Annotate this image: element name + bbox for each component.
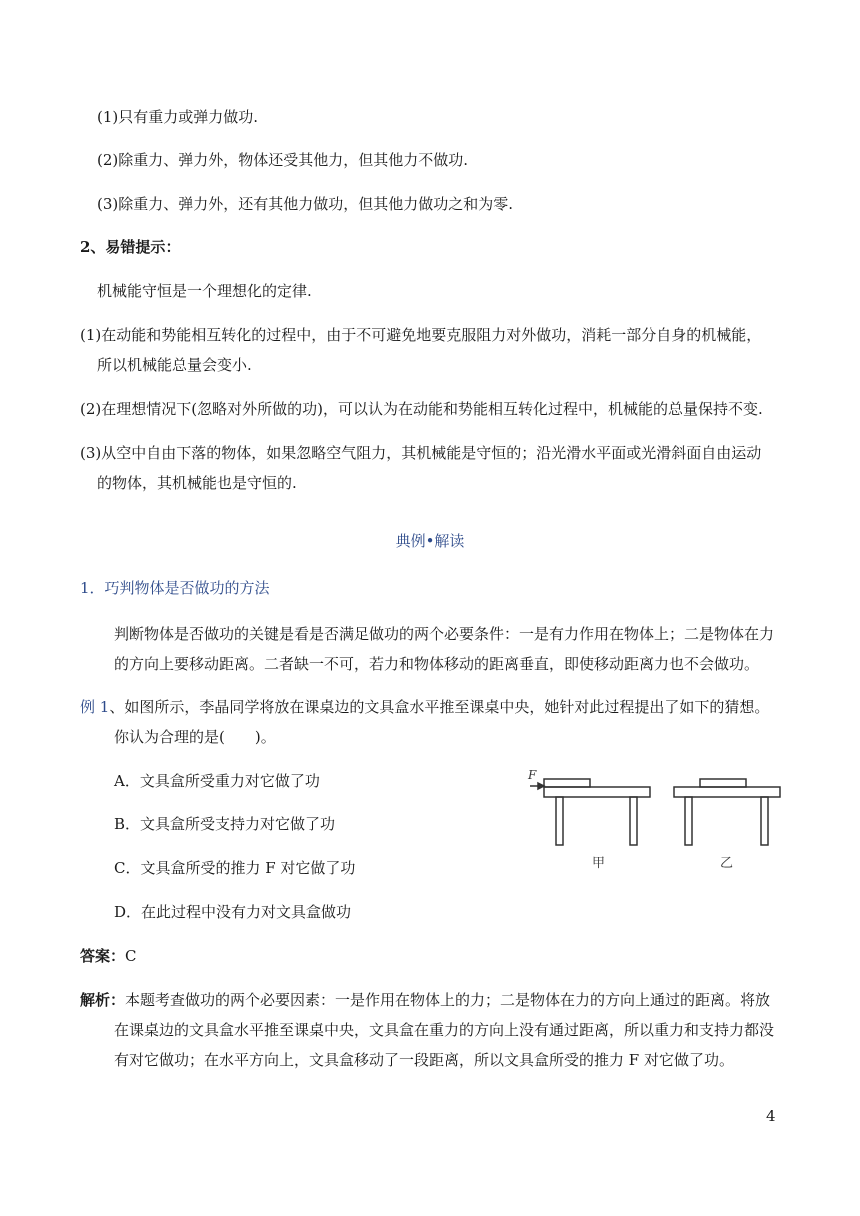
desk-top-right bbox=[674, 787, 780, 797]
option-b: B．文具盒所受支持力对它做了功 bbox=[114, 815, 336, 833]
desk-top-left bbox=[544, 787, 650, 797]
caption-left: 甲 bbox=[592, 856, 606, 870]
analysis-label: 解析 bbox=[80, 991, 111, 1009]
example-1-line-2: 你认为合理的是( )。 bbox=[114, 728, 276, 746]
analysis-colon: ： bbox=[110, 991, 126, 1009]
method-line-1: 判断物体是否做功的关键是看是否满足做功的两个必要条件：一是有力作用在物体上；二是物体在力 bbox=[114, 625, 775, 643]
example-1-line-1: 、如图所示，李晶同学将放在课桌边的文具盒水平推至课桌中央，她针对此过程提出了如下的猜想。 bbox=[109, 698, 770, 716]
method-line-2: 的方向上要移动距离。二者缺一不可，若力和物体移动的距离垂直，即使移动距离力也不会做功。 bbox=[114, 655, 760, 673]
tip-3-line-2: 的物体，其机械能也是守恒的. bbox=[97, 474, 297, 492]
page-number: 4 bbox=[766, 1107, 776, 1125]
answer-colon: ： bbox=[110, 947, 126, 965]
desk-leg-left-1 bbox=[556, 797, 563, 845]
analysis-line-3: 有对它做功；在水平方向上，文具盒移动了一段距离，所以文具盒所受的推力 F 对它做了功。 bbox=[114, 1051, 734, 1069]
condition-item-3: (3)除重力、弹力外，还有其他力做功，但其他力做功之和为零. bbox=[97, 195, 514, 213]
analysis-line-1-wrap bbox=[80, 990, 770, 1010]
answer-label: 答案 bbox=[80, 947, 111, 965]
desk-right bbox=[674, 779, 780, 845]
tip-1-line-1: (1)在动能和势能相互转化的过程中，由于不可避免地要克服阻力对外做功，消耗一部分自身的机械能， bbox=[80, 326, 762, 344]
method-heading: 1．巧判物体是否做功的方法 bbox=[80, 579, 270, 597]
example-1-stem bbox=[80, 697, 769, 717]
analysis-line-2: 在课桌边的文具盒水平推至课桌中央，文具盒在重力的方向上没有通过距离，所以重力和支持力都没 bbox=[114, 1021, 775, 1039]
tips-heading: 2、易错提示： bbox=[80, 238, 181, 256]
force-arrow-head bbox=[538, 783, 544, 789]
force-label: F bbox=[528, 768, 537, 782]
desk-leg-left-2 bbox=[630, 797, 637, 845]
section-title: 典例•解读 bbox=[395, 532, 465, 550]
tips-intro: 机械能守恒是一个理想化的定律. bbox=[97, 282, 312, 300]
answer-line bbox=[80, 946, 137, 966]
option-c: C．文具盒所受的推力 F 对它做了功 bbox=[114, 859, 356, 877]
desk-figure bbox=[524, 766, 784, 870]
example-label: 例 1 bbox=[80, 698, 110, 716]
tip-3-line-1: (3)从空中自由下落的物体，如果忽略空气阻力，其机械能是守恒的；沿光滑水平面或光滑斜面自由运动 bbox=[80, 444, 762, 462]
pencil-box-right bbox=[700, 779, 746, 787]
pencil-box-left bbox=[544, 779, 590, 787]
caption-right: 乙 bbox=[720, 856, 734, 870]
option-d: D．在此过程中没有力对文具盒做功 bbox=[114, 903, 352, 921]
desk-left bbox=[530, 779, 650, 845]
analysis-line-1: 本题考查做功的两个必要因素：一是作用在物体上的力；二是物体在力的方向上通过的距离。将放 bbox=[125, 991, 771, 1009]
condition-item-2: (2)除重力、弹力外，物体还受其他力，但其他力不做功. bbox=[97, 151, 469, 169]
condition-item-1: (1)只有重力或弹力做功. bbox=[97, 108, 259, 126]
tip-2: (2)在理想情况下(忽略对外所做的功)，可以认为在动能和势能相互转化过程中，机械能的总量保持不变. bbox=[80, 400, 763, 418]
answer-value: C bbox=[125, 947, 137, 965]
desk-leg-right-2 bbox=[761, 797, 768, 845]
option-a: A．文具盒所受重力对它做了功 bbox=[114, 772, 320, 790]
tip-1-line-2: 所以机械能总量会变小. bbox=[97, 356, 252, 374]
desk-leg-right-1 bbox=[685, 797, 692, 845]
